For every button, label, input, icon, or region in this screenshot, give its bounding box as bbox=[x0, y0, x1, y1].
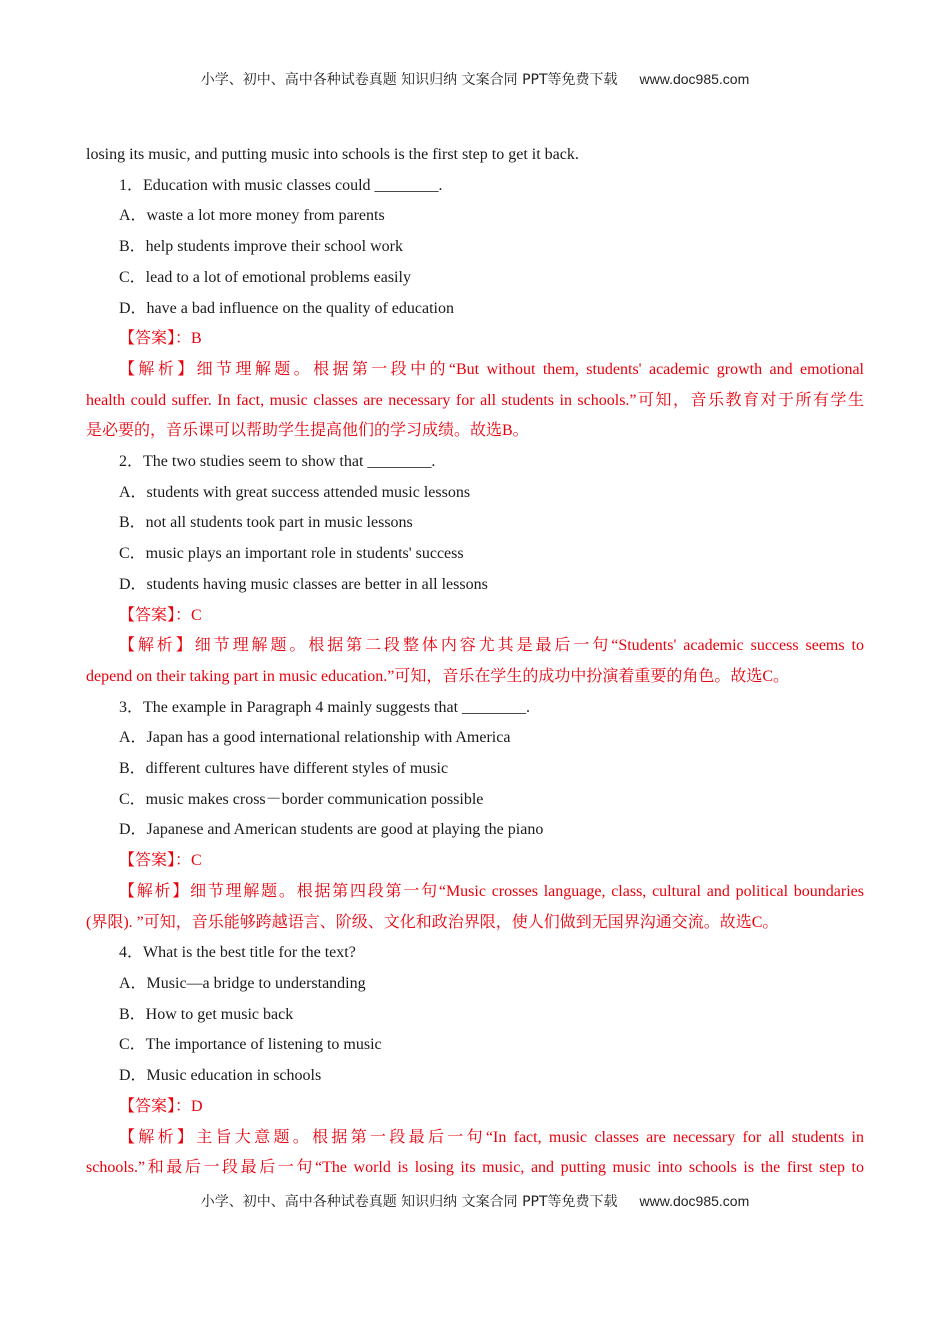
analysis-line: 【解析】细节理解题。根据第一段中的“But without them, students' academic growth and emotional bbox=[119, 360, 864, 378]
footer-text: 小学、初中、高中各种试卷真题 知识归纳 文案合同 PPT等免费下载 bbox=[200, 1194, 618, 1210]
answer-line: 【答案】：B bbox=[119, 330, 202, 348]
analysis-line: 【解析】主旨大意题。根据第一段最后一句“In fact, music classes are necessary for all students in bbox=[119, 1128, 864, 1146]
option: A．students with great success attended music lessons bbox=[119, 483, 471, 501]
option: C．music plays an important role in students' success bbox=[119, 545, 464, 563]
answer-line: 【答案】：D bbox=[119, 1097, 203, 1115]
option: C．The importance of listening to music bbox=[119, 1036, 382, 1054]
option: D．Music education in schools bbox=[119, 1067, 322, 1085]
document-body bbox=[86, 140, 864, 1184]
option: B．How to get music back bbox=[119, 1005, 294, 1023]
answer-line: 【答案】：C bbox=[119, 852, 202, 870]
footer-url[interactable]: www.doc985.com bbox=[639, 1193, 750, 1209]
option: D．students having music classes are better in all lessons bbox=[119, 575, 488, 593]
option: D．have a bad influence on the quality of education bbox=[119, 299, 454, 317]
analysis-line: 【解析】细节理解题。根据第四段第一句“Music crosses language, class, cultural and political boundaries bbox=[119, 882, 864, 900]
header-url[interactable]: www.doc985.com bbox=[639, 71, 750, 87]
analysis-line: 【解析】细节理解题。根据第二段整体内容尤其是最后一句“Students' academic success seems to bbox=[119, 637, 864, 655]
option: A．Music—a bridge to understanding bbox=[119, 974, 366, 992]
option: B．not all students took part in music lessons bbox=[119, 514, 413, 532]
option: A．waste a lot more money from parents bbox=[119, 207, 385, 225]
analysis-line: schools.”和最后一段最后一句“The world is losing its music, and putting music into schools is the first step to bbox=[86, 1159, 864, 1177]
analysis-line: health could suffer. In fact, music classes are necessary for all students in schools.”可知，音乐教育对于所有学生 bbox=[86, 391, 864, 409]
answer-line: 【答案】：C bbox=[119, 606, 202, 624]
option: D．Japanese and American students are good at playing the piano bbox=[119, 821, 544, 839]
option: C．music makes cross－border communication possible bbox=[119, 790, 484, 808]
option: B．different cultures have different styles of music bbox=[119, 760, 449, 778]
option: A．Japan has a good international relationship with America bbox=[119, 729, 511, 747]
intro-line: losing its music, and putting music into schools is the first step to get it back. bbox=[86, 146, 579, 163]
analysis-line: 是必要的，音乐课可以帮助学生提高他们的学习成绩。故选B。 bbox=[86, 422, 529, 440]
page-footer bbox=[0, 1191, 950, 1211]
page-header bbox=[0, 69, 950, 89]
option: B．help students improve their school work bbox=[119, 238, 403, 256]
option: C．lead to a lot of emotional problems easily bbox=[119, 268, 411, 286]
question-stem: 2．The two studies seem to show that ________. bbox=[119, 453, 436, 471]
question-stem: 1．Education with music classes could ________. bbox=[119, 176, 443, 194]
question-stem: 3．The example in Paragraph 4 mainly suggests that ________. bbox=[119, 698, 531, 716]
header-text: 小学、初中、高中各种试卷真题 知识归纳 文案合同 PPT等免费下载 bbox=[200, 72, 618, 88]
question-stem: 4．What is the best title for the text? bbox=[119, 944, 356, 962]
analysis-line: depend on their taking part in music education.”可知，音乐在学生的成功中扮演着重要的角色。故选C。 bbox=[86, 667, 790, 685]
analysis-line: (界限). ”可知，音乐能够跨越语言、阶级、文化和政治界限，使人们做到无国界沟通交流。故选C。 bbox=[86, 913, 779, 931]
